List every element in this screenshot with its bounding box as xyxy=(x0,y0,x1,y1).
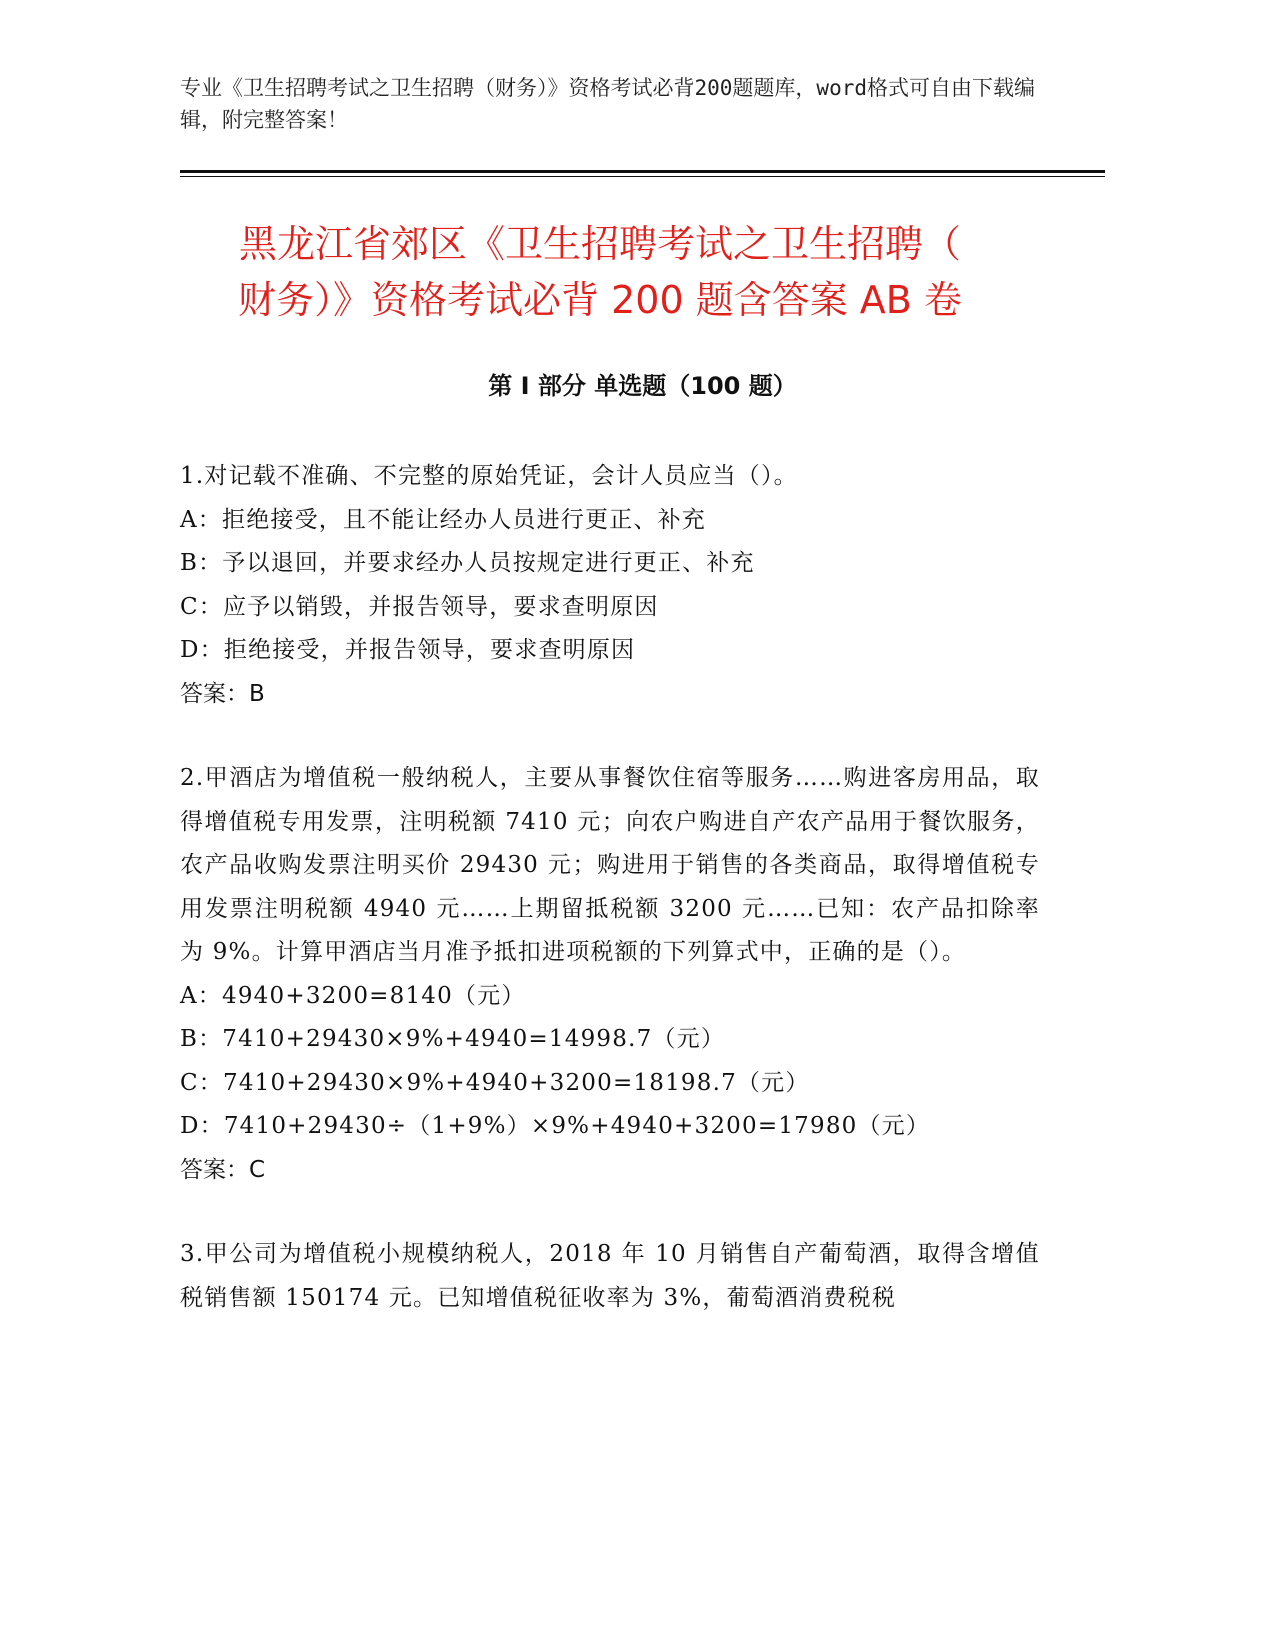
document-title-line-1: 黑龙江省郊区《卫生招聘考试之卫生招聘（ xyxy=(238,222,961,266)
question-2 xyxy=(180,757,1040,1192)
document-title xyxy=(160,216,1040,328)
section-title: 第 I 部分 单选题（100 题） xyxy=(488,372,797,400)
question-list xyxy=(180,455,1040,1361)
question-1 xyxy=(180,455,1040,716)
option-c: C：7410+29430×9%+4940+3200=18198.7（元） xyxy=(180,1069,810,1096)
header-divider-thick xyxy=(180,170,1105,173)
header-note: 专业《卫生招聘考试之卫生招聘（财务）》资格考试必背200题题库，word格式可自由下载编辑，附完整答案！ xyxy=(180,76,1035,132)
document-title-line-2: 财务）》资格考试必背 200 题含答案 AB 卷 xyxy=(238,278,962,322)
option-b: B：7410+29430×9%+4940=14998.7（元） xyxy=(180,1026,726,1052)
question-text: 3.甲公司为增值税小规模纳税人，2018 年 10 月销售自产葡萄酒，取得含增值税销售额 150174 元。已知增值税征收率为 3%，葡萄酒消费税税 xyxy=(180,1241,1040,1311)
question-text: 2.甲酒店为增值税一般纳税人，主要从事餐饮住宿等服务……购进客房用品，取得增值税专用发票，注明税额 7410 元；向农户购进自产农产品用于餐饮服务，农产品收购发票注明买价 29430 元；购进用于销售的各类商品，取得增值税专用发票注明税额 4940 元……上期留抵税额 3200 元……已知：农产品扣除率为 9%。计算甲酒店当月准予抵扣进项税额的下列算式中，正确的是（）。 xyxy=(180,765,1040,965)
question-text: 1.对记载不准确、不完整的原始凭证，会计人员应当（）。 xyxy=(180,463,798,489)
option-b: B：予以退回，并要求经办人员按规定进行更正、补充 xyxy=(180,550,755,576)
option-c: C：应予以销毁，并报告领导，要求查明原因 xyxy=(180,593,659,620)
option-a: A：拒绝接受，且不能让经办人员进行更正、补充 xyxy=(180,506,707,533)
option-a: A：4940+3200=8140（元） xyxy=(180,982,526,1009)
option-d: D：拒绝接受，并报告领导，要求查明原因 xyxy=(180,637,636,663)
answer: 答案：B xyxy=(180,680,265,707)
option-d: D：7410+29430÷（1+9%）×9%+4940+3200=17980（元） xyxy=(180,1113,931,1139)
question-3 xyxy=(180,1233,1040,1320)
answer: 答案：C xyxy=(180,1156,266,1183)
header-divider-thin xyxy=(180,176,1105,177)
